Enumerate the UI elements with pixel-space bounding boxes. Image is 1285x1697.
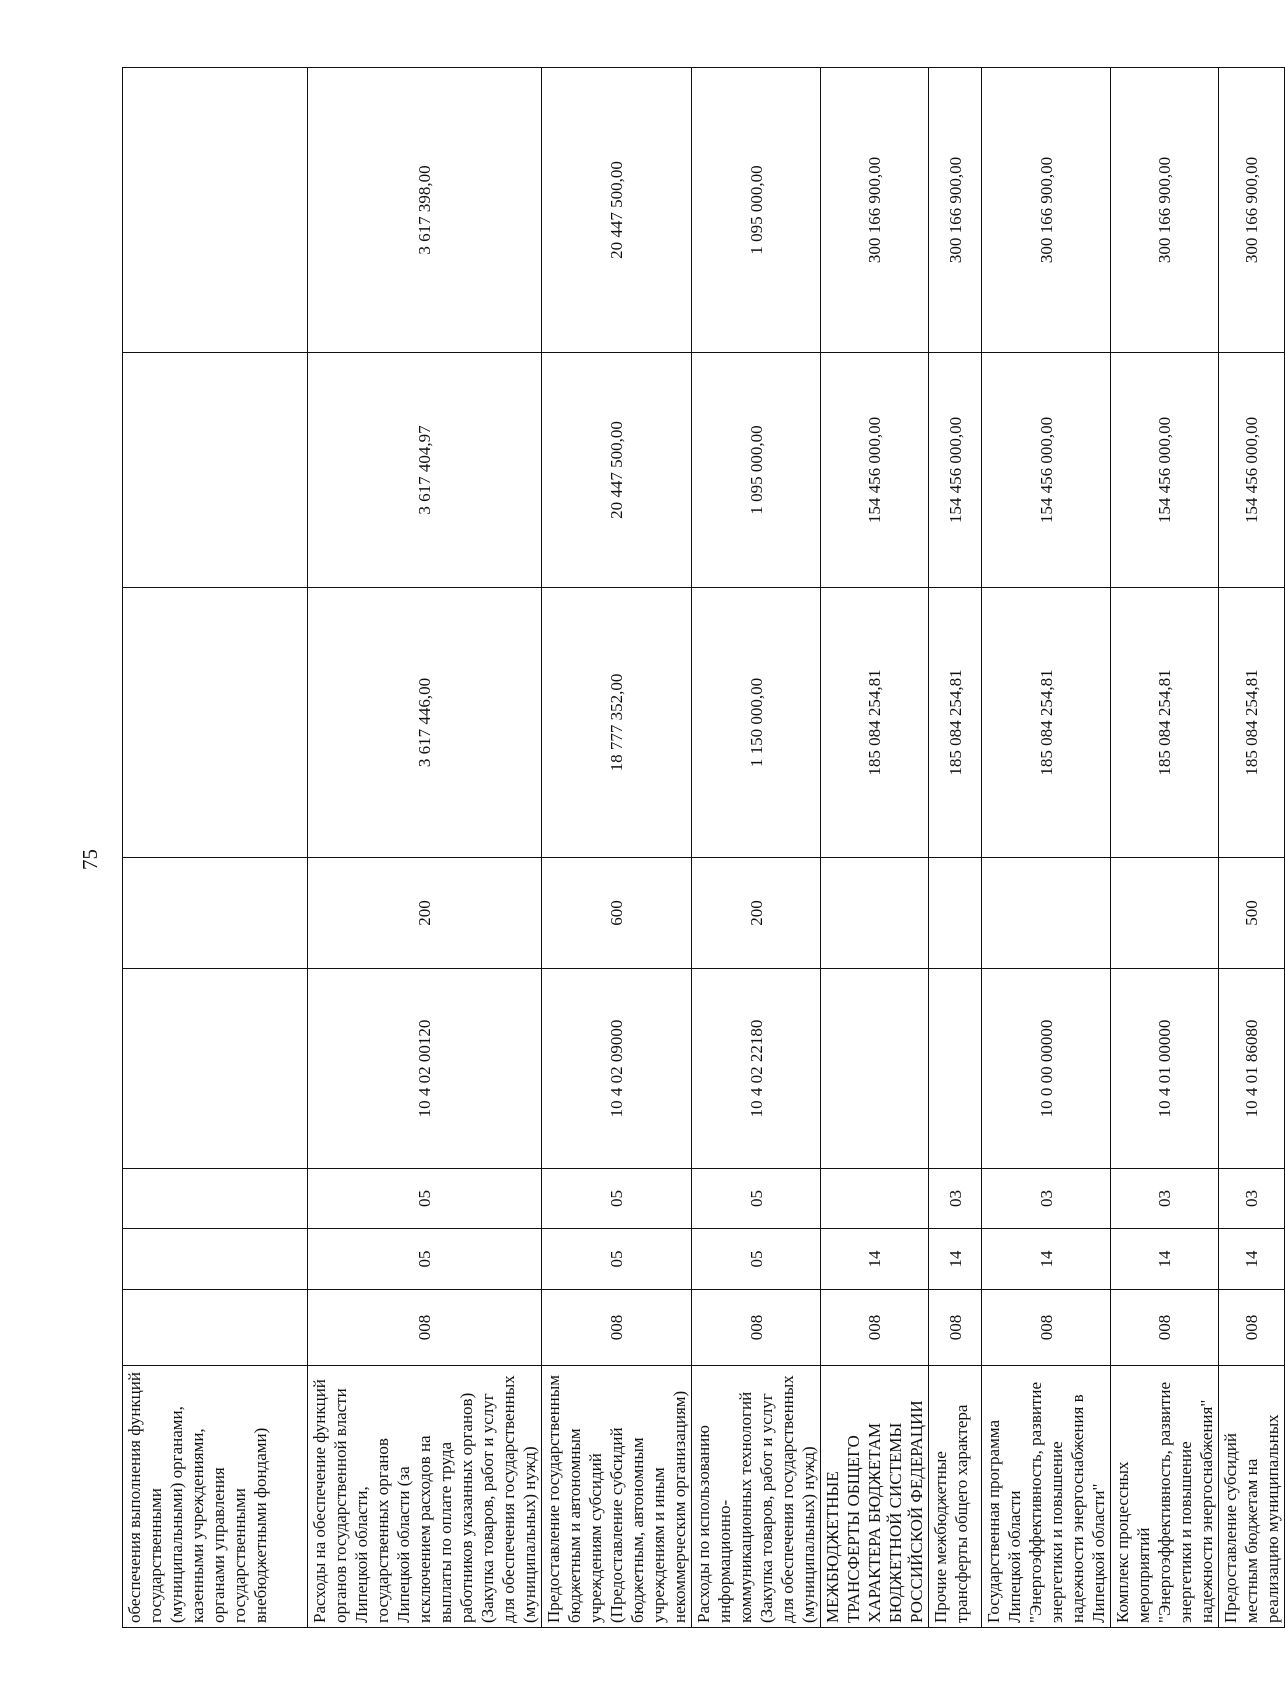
target-article-code: 10 4 02 22180 <box>692 969 821 1169</box>
subsection-code: 03 <box>929 1169 982 1229</box>
table-row <box>929 68 982 1628</box>
amount-3: 3 617 398,00 <box>308 68 542 353</box>
amount-1: 18 777 352,00 <box>542 588 692 858</box>
expense-type-code: 200 <box>692 858 821 969</box>
amount-2 <box>123 353 308 588</box>
expense-type-code <box>821 858 929 969</box>
expense-type-code <box>982 858 1111 969</box>
amount-3: 300 166 900,00 <box>1219 68 1285 353</box>
amount-3: 300 166 900,00 <box>1111 68 1219 353</box>
amount-1: 185 084 254,81 <box>1111 588 1219 858</box>
target-article-code: 10 4 02 00120 <box>308 969 542 1169</box>
amount-2: 20 447 500,00 <box>542 353 692 588</box>
section-code: 05 <box>308 1229 542 1290</box>
row-name: Комплекс процессных мероприятий "Энергоэффективность, развитие энергетики и повышение надежности энергоснабжения" <box>1111 1366 1219 1628</box>
ved-code: 008 <box>1219 1290 1285 1366</box>
amount-2: 1 095 000,00 <box>692 353 821 588</box>
row-name: обеспечения выполнения функций государственными (муниципальными) органами, казенными учреждениями, органами управления государственными внебюджетными фондами) <box>123 1366 308 1628</box>
expense-type-code <box>929 858 982 969</box>
table-row <box>692 68 821 1628</box>
table-row <box>123 68 308 1628</box>
amount-1: 185 084 254,81 <box>1219 588 1285 858</box>
row-name: МЕЖБЮДЖЕТНЫЕ ТРАНСФЕРТЫ ОБЩЕГО ХАРАКТЕРА БЮДЖЕТАМ БЮДЖЕТНОЙ СИСТЕМЫ РОССИЙСКОЙ ФЕДЕРАЦИИ <box>821 1366 929 1628</box>
subsection-code: 03 <box>982 1169 1111 1229</box>
table-row <box>1219 68 1285 1628</box>
amount-3: 300 166 900,00 <box>982 68 1111 353</box>
amount-2: 154 456 000,00 <box>982 353 1111 588</box>
ved-code: 008 <box>308 1290 542 1366</box>
amount-1: 3 617 446,00 <box>308 588 542 858</box>
section-code: 14 <box>1111 1229 1219 1290</box>
section-code: 05 <box>542 1229 692 1290</box>
table-row <box>1111 68 1219 1628</box>
subsection-code: 05 <box>692 1169 821 1229</box>
ved-code: 008 <box>1111 1290 1219 1366</box>
subsection-code <box>821 1169 929 1229</box>
ved-code: 008 <box>692 1290 821 1366</box>
page-number: 75 <box>78 849 102 870</box>
section-code <box>123 1229 308 1290</box>
table-row <box>308 68 542 1628</box>
table-row <box>982 68 1111 1628</box>
ved-code: 008 <box>982 1290 1111 1366</box>
section-code: 14 <box>929 1229 982 1290</box>
subsection-code: 03 <box>1111 1169 1219 1229</box>
ved-code: 008 <box>929 1290 982 1366</box>
ved-code: 008 <box>542 1290 692 1366</box>
target-article-code: 10 4 02 09000 <box>542 969 692 1169</box>
amount-2: 154 456 000,00 <box>1219 353 1285 588</box>
amount-1 <box>123 588 308 858</box>
amount-3: 300 166 900,00 <box>929 68 982 353</box>
amount-3: 300 166 900,00 <box>821 68 929 353</box>
rotated-table-wrapper <box>122 68 1282 1628</box>
row-name: Расходы на обеспечение функций органов государственной власти Липецкой области, государственных органов Липецкой области (за исключением расходов на выплаты по оплате труда работников указанных органов) (Закупка товаров, работ и услуг для обеспечения государственных (муниципальных) нужд) <box>308 1366 542 1628</box>
expense-type-code: 600 <box>542 858 692 969</box>
row-name: Прочие межбюджетные трансферты общего характера <box>929 1366 982 1628</box>
amount-1: 1 150 000,00 <box>692 588 821 858</box>
target-article-code: 10 4 01 86080 <box>1219 969 1285 1169</box>
table-row <box>821 68 929 1628</box>
target-article-code <box>929 969 982 1169</box>
table-row <box>542 68 692 1628</box>
target-article-code <box>821 969 929 1169</box>
budget-table <box>122 67 1285 1628</box>
row-name: Предоставление субсидий местным бюджетам на реализацию муниципальных <box>1219 1366 1285 1628</box>
amount-2: 154 456 000,00 <box>929 353 982 588</box>
ved-code: 008 <box>821 1290 929 1366</box>
amount-3: 1 095 000,00 <box>692 68 821 353</box>
section-code: 14 <box>982 1229 1111 1290</box>
expense-type-code: 500 <box>1219 858 1285 969</box>
ved-code <box>123 1290 308 1366</box>
subsection-code <box>123 1169 308 1229</box>
subsection-code: 05 <box>308 1169 542 1229</box>
section-code: 14 <box>821 1229 929 1290</box>
target-article-code <box>123 969 308 1169</box>
amount-2: 154 456 000,00 <box>821 353 929 588</box>
amount-3 <box>123 68 308 353</box>
subsection-code: 05 <box>542 1169 692 1229</box>
section-code: 05 <box>692 1229 821 1290</box>
amount-1: 185 084 254,81 <box>821 588 929 858</box>
expense-type-code <box>123 858 308 969</box>
expense-type-code <box>1111 858 1219 969</box>
target-article-code: 10 4 01 00000 <box>1111 969 1219 1169</box>
amount-1: 185 084 254,81 <box>982 588 1111 858</box>
amount-2: 154 456 000,00 <box>1111 353 1219 588</box>
amount-3: 20 447 500,00 <box>542 68 692 353</box>
row-name: Государственная программа Липецкой области "Энергоэффективность, развитие энергетики и повышение надежности энергоснабжения в Липецкой области" <box>982 1366 1111 1628</box>
row-name: Предоставление государственным бюджетным и автономным учреждениям субсидий (Предоставление субсидий бюджетным, автономным учреждениям и иным некоммерческим организациям) <box>542 1366 692 1628</box>
section-code: 14 <box>1219 1229 1285 1290</box>
subsection-code: 03 <box>1219 1169 1285 1229</box>
row-name: Расходы по использованию информационно-коммуникационных технологий (Закупка товаров, работ и услуг для обеспечения государственных (муниципальных) нужд) <box>692 1366 821 1628</box>
expense-type-code: 200 <box>308 858 542 969</box>
amount-2: 3 617 404,97 <box>308 353 542 588</box>
target-article-code: 10 0 00 00000 <box>982 969 1111 1169</box>
amount-1: 185 084 254,81 <box>929 588 982 858</box>
